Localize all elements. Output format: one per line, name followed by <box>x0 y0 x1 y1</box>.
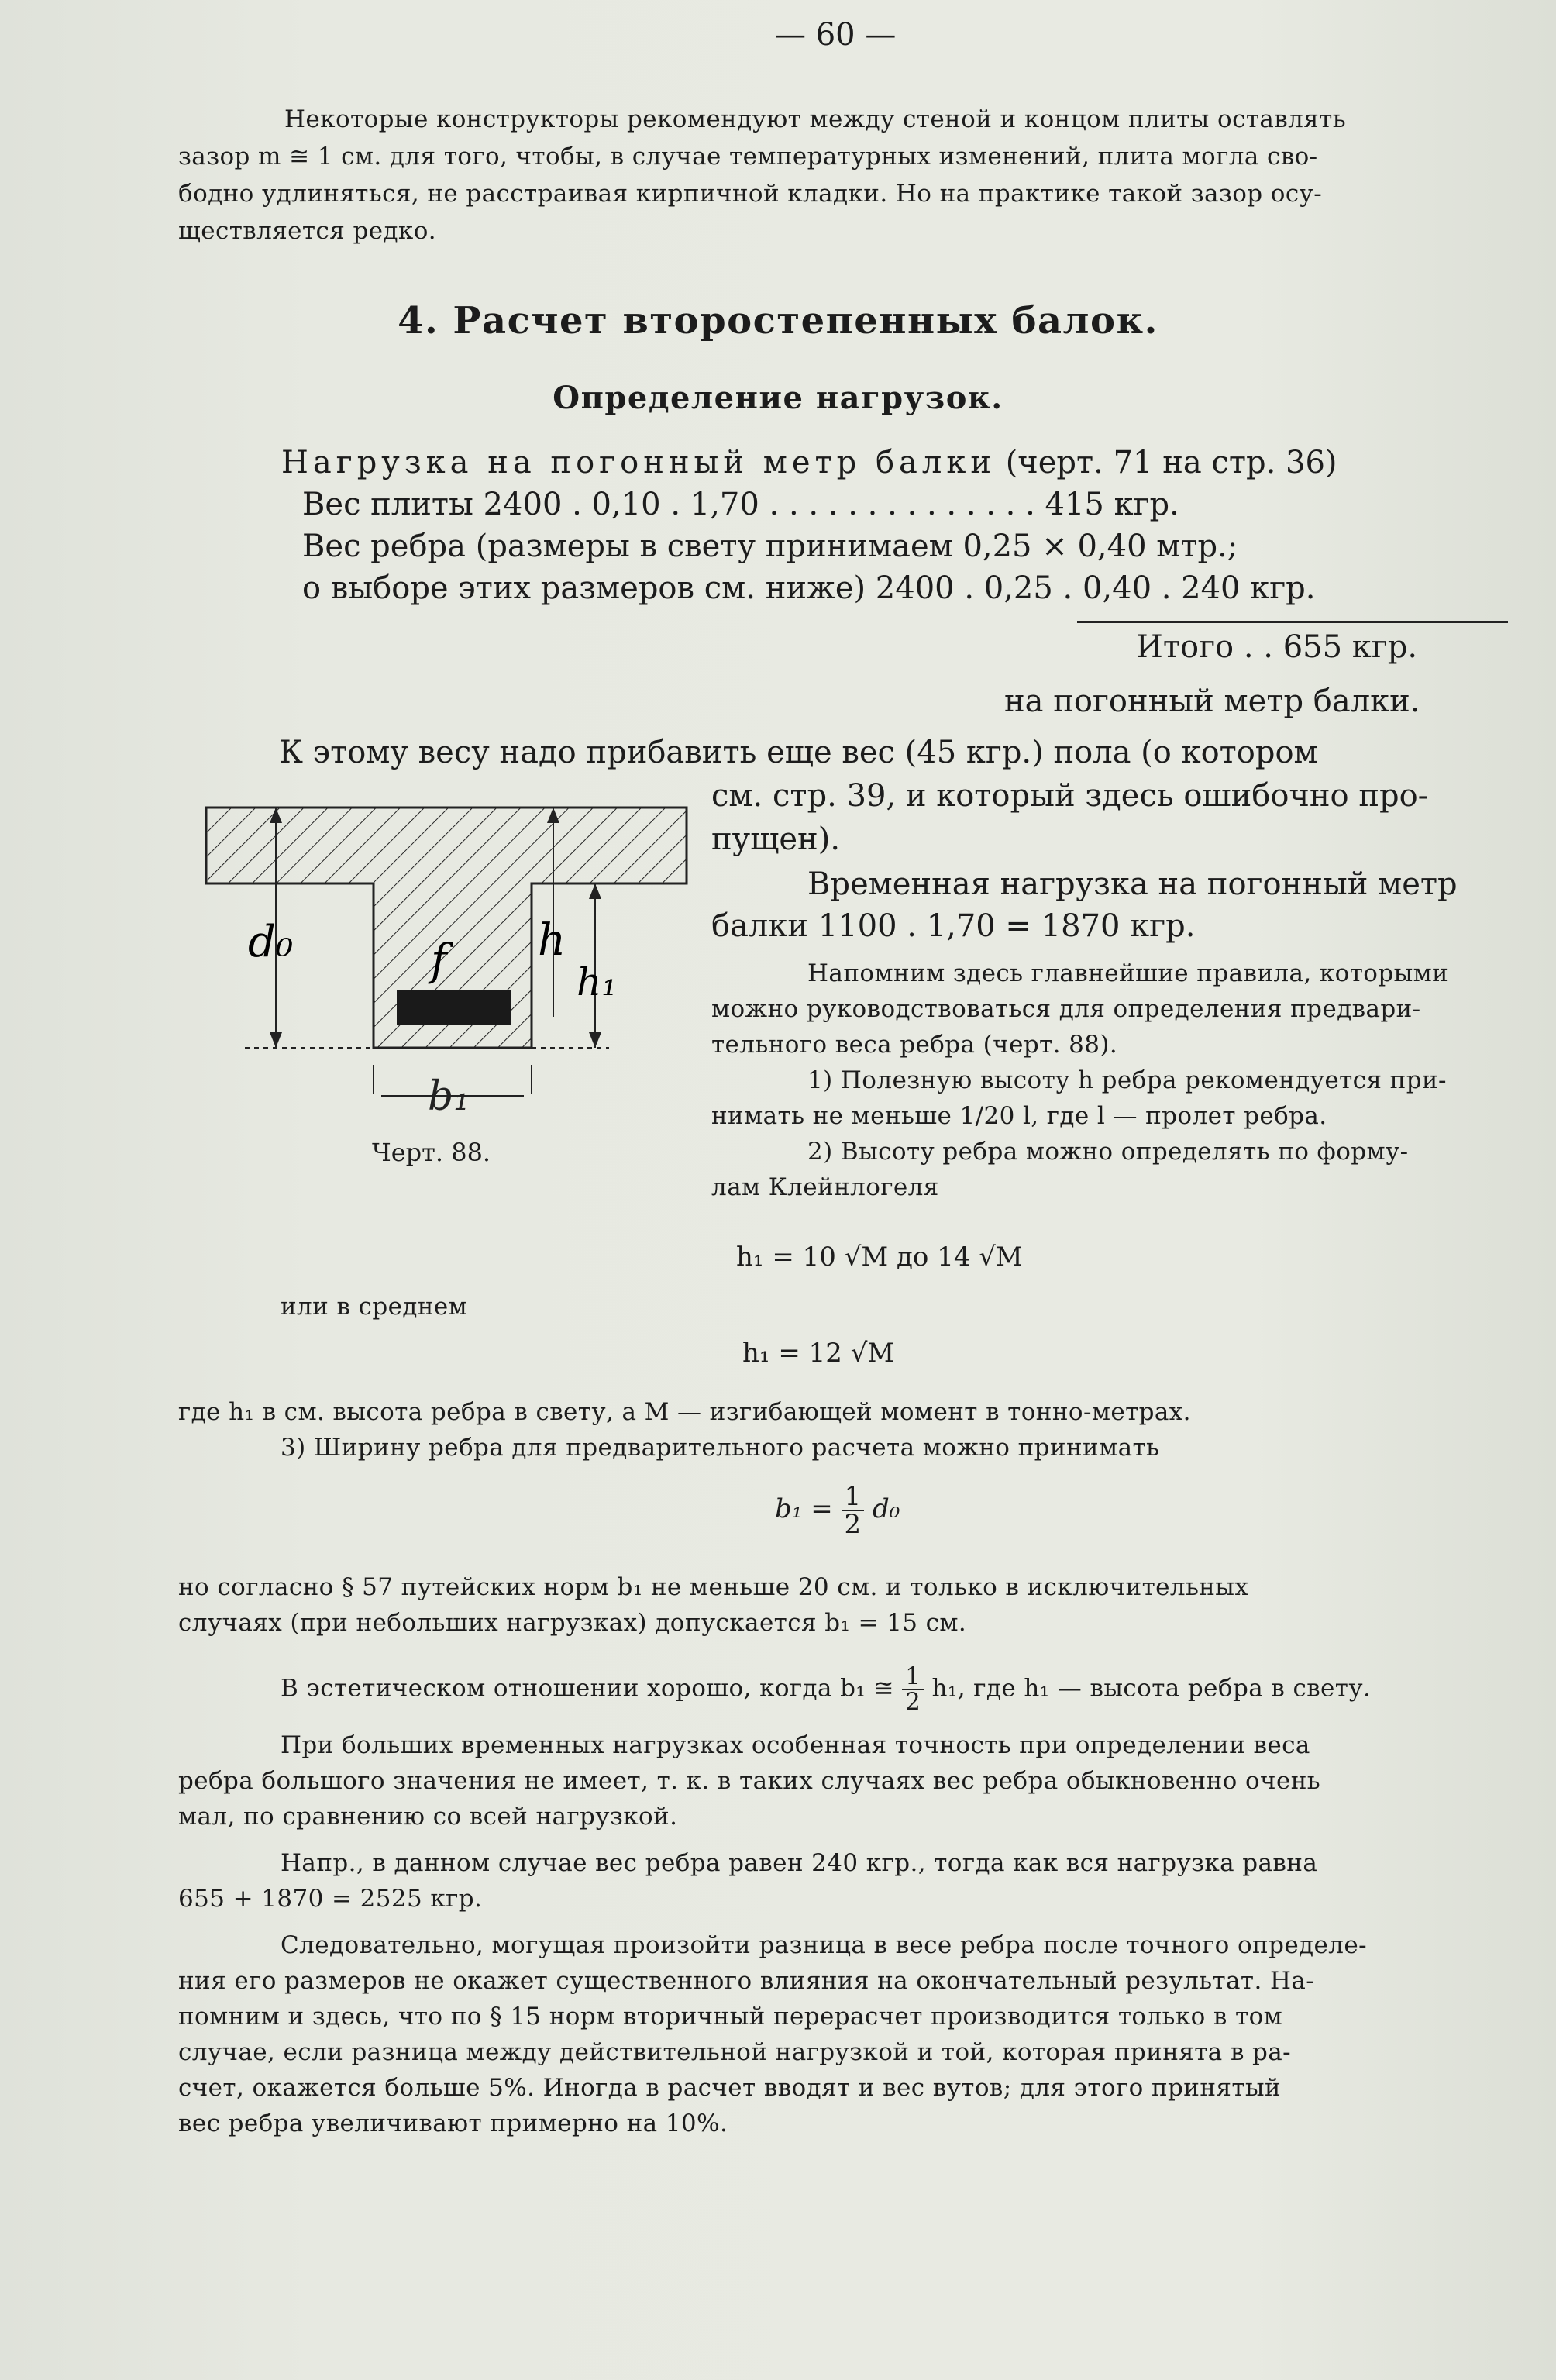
intro-line-1: Некоторые конструкторы рекомендуют между стеной и концом плиты оставлять <box>284 105 1346 133</box>
conclusion-line-4: случае, если разница между действительной нагрузкой и той, которая принята в ра- <box>178 2038 1292 2066</box>
rib-weight-line-2: о выборе этих размеров см. ниже) 2400 . 0,25 . 0,40 . 240 кгр. <box>302 570 1316 606</box>
f-label: f <box>431 935 447 986</box>
h1-label: h₁ <box>577 959 618 1004</box>
floor-weight-line-2: см. стр. 39, и который здесь ошибочно про- <box>711 778 1429 814</box>
h1-arrow-top <box>589 883 601 899</box>
where-line: где h₁ в см. высота ребра в свету, а M — изгибающей момент в тонно-метрах. <box>178 1398 1191 1426</box>
fraction-half: $\frac{1}{2}$ <box>842 1483 865 1538</box>
norms-line-2: случаях (при небольших нагрузках) допускается b₁ = 15 см. <box>178 1609 967 1637</box>
total-line: Итого . . 655 кгр. <box>1136 629 1418 665</box>
live-load-line-2: балки 1100 . 1,70 = 1870 кгр. <box>711 908 1196 944</box>
live-load-line-1: Временная нагрузка на погонный метр <box>807 866 1458 902</box>
intro-line-2: зазор m ≅ 1 см. для того, чтобы, в случае температурных изменений, плита могла сво- <box>178 143 1318 170</box>
floor-weight-line-3: пущен). <box>711 821 841 857</box>
conclusion-line-1: Следовательно, могущая произойти разница в весе ребра после точного определе- <box>281 1931 1368 1959</box>
d0-label: d₀ <box>248 917 294 967</box>
slab-weight-line: Вес плиты 2400 . 0,10 . 1,70 . . . . . . . . . . . . . . 415 кгр. <box>302 487 1179 522</box>
per-meter-line: на погонный метр балки. <box>1004 684 1420 719</box>
rules-intro-2: можно руководствоваться для определения предвари- <box>711 995 1421 1023</box>
load-title: Нагрузка на погонный метр балки (черт. 71 на стр. 36) <box>281 445 1337 480</box>
d0-arrow-bottom <box>270 1032 282 1048</box>
section-heading: 4. Расчет второстепенных балок. <box>398 299 1158 343</box>
conclusion-line-3: помним и здесь, что по § 15 норм вторичный перерасчет производится только в том <box>178 2003 1283 2030</box>
sum-rule <box>1077 621 1508 623</box>
b1-label: b₁ <box>428 1073 470 1118</box>
floor-weight-line: К этому весу надо прибавить еще вес (45 кгр.) пола (о котором <box>279 735 1318 770</box>
aesthetic-line: В эстетическом отношении хорошо, когда b₁ ≅ $\frac{1}{2}$ h₁, где h₁ — высота ребра в свету. <box>281 1662 1372 1716</box>
conclusion-line-5: счет, окажется больше 5%. Иногда в расчет вводят и вес вутов; для этого принятый <box>178 2074 1282 2102</box>
example-line-1: Напр., в данном случае вес ребра равен 240 кгр., тогда как вся нагрузка равна <box>281 1849 1318 1877</box>
reinforcement-bar <box>397 990 511 1025</box>
h1-arrow-bottom <box>589 1032 601 1048</box>
large-loads-2: ребра большого значения не имеет, т. к. в таких случаях вес ребра обыкновенно очень <box>178 1767 1321 1795</box>
fraction-half-2: $\frac{1}{2}$ <box>902 1665 924 1714</box>
rules-intro-1: Напомним здесь главнейшие правила, которыми <box>807 959 1449 987</box>
rule-1-line-1: 1) Полезную высоту h ребра рекомендуется при- <box>807 1066 1447 1094</box>
rib-cross-section-figure <box>198 792 694 1118</box>
rule-2-line-1: 2) Высоту ребра можно определять по форму- <box>807 1138 1409 1166</box>
large-loads-1: При больших временных нагрузках особенная точность при определении веса <box>281 1731 1310 1759</box>
or-average-text: или в среднем <box>281 1293 468 1321</box>
conclusion-line-2: ния его размеров не окажет существенного влияния на окончательный результат. На- <box>178 1967 1315 1995</box>
formula-h1-range: h₁ = 10 √M до 14 √M <box>736 1242 1023 1273</box>
rule-1-line-2: нимать не меньше 1/20 l, где l — пролет ребра. <box>711 1102 1327 1130</box>
norms-line-1: но согласно § 57 путейских норм b₁ не меньше 20 см. и только в исключительных <box>178 1573 1249 1601</box>
example-line-2: 655 + 1870 = 2525 кгр. <box>178 1885 483 1913</box>
large-loads-3: мал, по сравнению со всей нагрузкой. <box>178 1803 678 1831</box>
rib-weight-line-1: Вес ребра (размеры в свету принимаем 0,25 × 0,40 мтр.; <box>302 529 1238 564</box>
conclusion-line-6: вес ребра увеличивают примерно на 10%. <box>178 2110 728 2137</box>
rule-3-line: 3) Ширину ребра для предварительного расчета можно принимать <box>281 1434 1160 1462</box>
formula-b1: b₁ = $\frac{1}{2}$ d₀ <box>775 1481 900 1540</box>
formula-h1-avg: h₁ = 12 √M <box>742 1338 895 1369</box>
rules-intro-3: тельного веса ребра (черт. 88). <box>711 1031 1118 1059</box>
h-label: h <box>538 915 566 966</box>
rule-2-line-2: лам Клейнлогеля <box>711 1173 939 1201</box>
intro-line-3: бодно удлиняться, не расстраивая кирпичной кладки. Но на практике такой зазор осу- <box>178 180 1323 208</box>
intro-line-4: ществляется редко. <box>178 217 437 245</box>
page-number: — 60 — <box>775 17 897 53</box>
subsection-heading: Определение нагрузок. <box>553 380 1003 416</box>
figure-caption: Черт. 88. <box>372 1138 491 1167</box>
